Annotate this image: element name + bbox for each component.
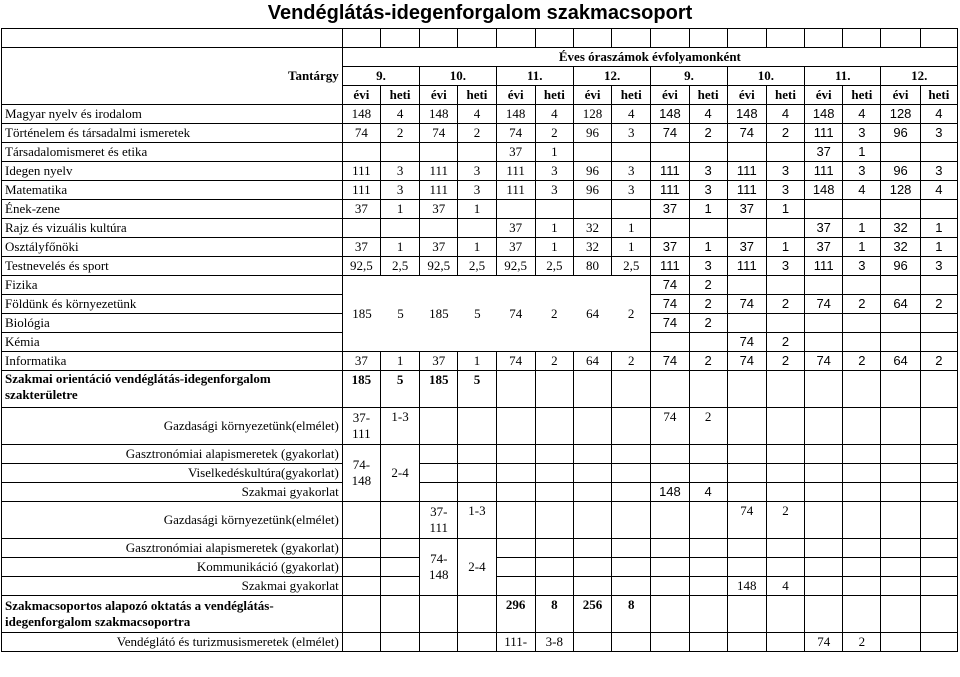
evi-header: évi bbox=[805, 86, 843, 105]
table-cell: 148 bbox=[805, 181, 843, 200]
year-header: 12. bbox=[881, 67, 958, 86]
table-cell: 4 bbox=[920, 181, 957, 200]
table-cell: 3 bbox=[689, 257, 727, 276]
table-row bbox=[2, 596, 958, 633]
science-merged-cells bbox=[342, 276, 651, 352]
table-row bbox=[2, 181, 958, 200]
table-cell: 4 bbox=[689, 483, 727, 502]
subject-name: Rajz és vizuális kultúra bbox=[2, 219, 343, 238]
table-cell bbox=[881, 143, 920, 162]
table-cell: 1 bbox=[766, 238, 804, 257]
heti-header: heti bbox=[843, 86, 881, 105]
table-cell: 37 bbox=[496, 143, 535, 162]
table-cell: 148 bbox=[651, 105, 689, 124]
table-cell: 111 bbox=[342, 181, 380, 200]
table-cell: 2 bbox=[920, 295, 957, 314]
table-row bbox=[2, 539, 958, 558]
table-cell: 4 bbox=[766, 577, 804, 596]
table-row bbox=[2, 445, 958, 464]
table-cell: 111 bbox=[420, 162, 458, 181]
subject-rows bbox=[2, 105, 958, 276]
evi-header: évi bbox=[881, 86, 920, 105]
table-cell: 111 bbox=[727, 162, 766, 181]
heti-header: heti bbox=[535, 86, 573, 105]
heti-header: heti bbox=[458, 86, 496, 105]
evi-header: évi bbox=[727, 86, 766, 105]
table-cell: 2 bbox=[766, 333, 804, 352]
table-cell bbox=[573, 200, 611, 219]
section-title: Szakmacsoportos alapozó oktatás a vendéglátás-idegenforgalom szakmacsoportra bbox=[2, 596, 343, 633]
subject-name: Fizika bbox=[2, 276, 343, 295]
table-cell: 148 bbox=[420, 105, 458, 124]
table-cell: 96 bbox=[573, 124, 611, 143]
evi-header: évi bbox=[651, 86, 689, 105]
table-cell: 64 bbox=[586, 305, 600, 321]
table-cell: 37 bbox=[342, 200, 380, 219]
evi-header: évi bbox=[342, 86, 380, 105]
table-cell: 32 bbox=[573, 219, 611, 238]
subject-name: Gazdasági környezetünk(elmélet) bbox=[2, 408, 343, 445]
table-cell: 3 bbox=[843, 124, 881, 143]
table-cell bbox=[727, 219, 766, 238]
table-cell: 3 bbox=[766, 162, 804, 181]
table-cell: 111 bbox=[420, 181, 458, 200]
table-cell: 74 bbox=[805, 633, 843, 652]
subject-name: Matematika bbox=[2, 181, 343, 200]
table-cell: 1 bbox=[458, 352, 496, 371]
table-cell: 2 bbox=[766, 352, 804, 371]
year-header: 10. bbox=[727, 67, 804, 86]
table-cell bbox=[612, 143, 651, 162]
table-cell: 37 bbox=[727, 238, 766, 257]
table-row bbox=[2, 464, 958, 483]
table-row bbox=[2, 143, 958, 162]
table-cell: 74 bbox=[805, 352, 843, 371]
table-cell: 64 bbox=[881, 352, 920, 371]
table-cell bbox=[920, 200, 957, 219]
table-cell: 2 bbox=[843, 295, 881, 314]
table-cell: 3 bbox=[612, 124, 651, 143]
table-row bbox=[2, 162, 958, 181]
table-cell: 128 bbox=[881, 105, 920, 124]
table-cell: 2 bbox=[550, 305, 558, 321]
table-cell: 2-4 bbox=[458, 539, 496, 596]
table-cell: 111 bbox=[651, 162, 689, 181]
year-header: 9. bbox=[651, 67, 727, 86]
table-cell: 1 bbox=[535, 238, 573, 257]
table-cell: 2 bbox=[627, 305, 635, 321]
table-row bbox=[2, 105, 958, 124]
table-cell: 1-3 bbox=[458, 502, 496, 539]
curriculum-table bbox=[1, 28, 958, 652]
table-cell: 3 bbox=[612, 162, 651, 181]
table-cell: 148 bbox=[342, 105, 380, 124]
heti-header: heti bbox=[380, 86, 419, 105]
subject-name: Osztályfőnöki bbox=[2, 238, 343, 257]
table-cell: 185 bbox=[342, 371, 380, 408]
table-cell: 185 bbox=[420, 371, 458, 408]
table-cell: 128 bbox=[881, 181, 920, 200]
table-cell: 74 bbox=[651, 408, 689, 445]
subject-name: Ének-zene bbox=[2, 200, 343, 219]
table-cell: 2 bbox=[766, 295, 804, 314]
evi-heti-row bbox=[2, 86, 958, 105]
table-cell: 2 bbox=[689, 314, 727, 333]
table-cell: 1 bbox=[766, 200, 804, 219]
table-cell: 3 bbox=[689, 181, 727, 200]
table-row bbox=[2, 219, 958, 238]
evi-header: évi bbox=[420, 86, 458, 105]
table-cell: 37 bbox=[342, 238, 380, 257]
heti-header: heti bbox=[612, 86, 651, 105]
table-cell: 2 bbox=[380, 124, 419, 143]
table-cell bbox=[881, 200, 920, 219]
subject-name: Kommunikáció (gyakorlat) bbox=[2, 558, 343, 577]
table-cell: 8 bbox=[535, 596, 573, 633]
table-row bbox=[2, 633, 958, 652]
table-cell: 2,5 bbox=[380, 257, 419, 276]
table-cell: 256 bbox=[573, 596, 611, 633]
table-cell: 92,5 bbox=[420, 257, 458, 276]
annual-header-row bbox=[2, 48, 958, 67]
table-cell: 4 bbox=[458, 105, 496, 124]
table-cell: 74 bbox=[496, 352, 535, 371]
table-cell: 37 bbox=[420, 200, 458, 219]
table-cell: 1 bbox=[843, 219, 881, 238]
table-cell: 3 bbox=[380, 181, 419, 200]
table-row bbox=[2, 502, 958, 539]
subject-name: Gazdasági környezetünk(elmélet) bbox=[2, 502, 343, 539]
table-cell: 3 bbox=[535, 162, 573, 181]
table-cell: 3 bbox=[689, 162, 727, 181]
table-cell bbox=[380, 219, 419, 238]
table-cell: 32 bbox=[881, 238, 920, 257]
section-title: Szakmai orientáció vendéglátás-idegenforgalom szakterületre bbox=[2, 371, 343, 408]
table-cell bbox=[420, 219, 458, 238]
table-cell: 3 bbox=[843, 257, 881, 276]
table-cell: 2 bbox=[612, 352, 651, 371]
table-cell: 37 bbox=[496, 219, 535, 238]
table-cell: 2 bbox=[689, 408, 727, 445]
table-cell: 1-3 bbox=[380, 408, 419, 445]
table-cell: 3 bbox=[920, 162, 957, 181]
table-cell: 2 bbox=[766, 124, 804, 143]
subject-name: Biológia bbox=[2, 314, 343, 333]
table-cell: 37 bbox=[727, 200, 766, 219]
year-header: 9. bbox=[342, 67, 419, 86]
table-cell: 96 bbox=[573, 181, 611, 200]
table-cell: 1 bbox=[612, 219, 651, 238]
subject-name: Magyar nyelv és irodalom bbox=[2, 105, 343, 124]
table-cell: 111 bbox=[727, 257, 766, 276]
page-title: Vendéglátás-idegenforgalom szakmacsoport bbox=[267, 2, 693, 24]
table-row bbox=[2, 352, 958, 371]
table-cell: 4 bbox=[612, 105, 651, 124]
table-cell: 111 bbox=[727, 181, 766, 200]
table-cell: 296 bbox=[496, 596, 535, 633]
table-cell: 37-111 bbox=[342, 408, 380, 445]
table-cell: 74 bbox=[651, 352, 689, 371]
table-cell: 3 bbox=[766, 257, 804, 276]
table-cell bbox=[805, 200, 843, 219]
table-cell: 3 bbox=[766, 181, 804, 200]
table-cell: 74-148 bbox=[420, 539, 458, 596]
table-cell: 64 bbox=[881, 295, 920, 314]
table-cell: 37-111 bbox=[420, 502, 458, 539]
table-cell: 148 bbox=[727, 577, 766, 596]
table-cell: 111 bbox=[496, 181, 535, 200]
table-cell: 111 bbox=[805, 124, 843, 143]
year-header: 11. bbox=[805, 67, 881, 86]
table-cell: 1 bbox=[612, 238, 651, 257]
table-cell: 148 bbox=[805, 105, 843, 124]
table-cell: 96 bbox=[573, 162, 611, 181]
evi-header: évi bbox=[496, 86, 535, 105]
table-cell: 5 bbox=[474, 305, 481, 321]
table-cell: 3 bbox=[843, 162, 881, 181]
table-cell: 1 bbox=[535, 219, 573, 238]
table-cell: 128 bbox=[573, 105, 611, 124]
year-header: 12. bbox=[573, 67, 650, 86]
table-cell: 1 bbox=[458, 238, 496, 257]
table-cell: 3-8 bbox=[535, 633, 573, 652]
table-cell bbox=[496, 200, 535, 219]
table-row bbox=[2, 371, 958, 408]
annual-hours-header: Éves óraszámok évfolyamonként bbox=[342, 48, 957, 67]
table-cell: 4 bbox=[380, 105, 419, 124]
table-cell: 4 bbox=[843, 105, 881, 124]
table-cell: 111 bbox=[496, 162, 535, 181]
table-cell: 2 bbox=[458, 124, 496, 143]
table-cell bbox=[420, 143, 458, 162]
years-row bbox=[2, 67, 958, 86]
table-cell bbox=[689, 219, 727, 238]
subject-name: Viselkedéskultúra(gyakorlat) bbox=[2, 464, 343, 483]
table-cell: 2 bbox=[920, 352, 957, 371]
table-cell: 5 bbox=[380, 371, 419, 408]
table-row bbox=[2, 408, 958, 445]
table-cell: 5 bbox=[397, 305, 404, 321]
table-cell: 1 bbox=[458, 200, 496, 219]
table-cell: 1 bbox=[535, 143, 573, 162]
evi-header: évi bbox=[573, 86, 611, 105]
year-header: 10. bbox=[420, 67, 496, 86]
table-cell bbox=[612, 200, 651, 219]
table-cell: 37 bbox=[805, 238, 843, 257]
table-cell: 96 bbox=[881, 162, 920, 181]
blank-row bbox=[2, 29, 958, 48]
table-cell: 3 bbox=[380, 162, 419, 181]
table-cell: 74 bbox=[727, 502, 766, 539]
table-cell: 111 bbox=[805, 257, 843, 276]
subject-name: Kémia bbox=[2, 333, 343, 352]
table-cell: 92,5 bbox=[496, 257, 535, 276]
table-cell: 74 bbox=[805, 295, 843, 314]
table-cell bbox=[766, 219, 804, 238]
table-cell bbox=[727, 143, 766, 162]
table-cell: 111- bbox=[496, 633, 535, 652]
heti-header: heti bbox=[920, 86, 957, 105]
table-cell: 32 bbox=[881, 219, 920, 238]
table-cell: 37 bbox=[805, 143, 843, 162]
table-cell: 74 bbox=[727, 295, 766, 314]
subject-name: Földünk és környezetünk bbox=[2, 295, 343, 314]
table-cell: 1 bbox=[689, 238, 727, 257]
table-cell: 3 bbox=[920, 124, 957, 143]
subject-name: Történelem és társadalmi ismeretek bbox=[2, 124, 343, 143]
table-cell bbox=[535, 200, 573, 219]
table-cell: 2,5 bbox=[458, 257, 496, 276]
table-cell: 74 bbox=[727, 352, 766, 371]
table-cell: 92,5 bbox=[342, 257, 380, 276]
subject-name: Vendéglátó és turizmusismeretek (elmélet) bbox=[2, 633, 343, 652]
table-cell: 2,5 bbox=[612, 257, 651, 276]
table-cell: 74-148 bbox=[342, 445, 380, 502]
table-cell: 74 bbox=[651, 314, 689, 333]
table-cell: 3 bbox=[612, 181, 651, 200]
table-cell: 1 bbox=[380, 352, 419, 371]
table-cell: 74 bbox=[727, 333, 766, 352]
table-cell bbox=[380, 143, 419, 162]
table-cell: 2-4 bbox=[380, 445, 419, 502]
table-cell bbox=[342, 219, 380, 238]
table-cell: 2,5 bbox=[535, 257, 573, 276]
table-cell: 2 bbox=[843, 633, 881, 652]
subject-name: Szakmai gyakorlat bbox=[2, 483, 343, 502]
table-cell bbox=[651, 143, 689, 162]
table-cell: 74 bbox=[342, 124, 380, 143]
year-header: 11. bbox=[496, 67, 573, 86]
table-cell bbox=[766, 143, 804, 162]
table-cell: 185 bbox=[429, 305, 449, 321]
heti-header: heti bbox=[766, 86, 804, 105]
table-cell: 148 bbox=[496, 105, 535, 124]
table-row bbox=[2, 257, 958, 276]
heti-header: heti bbox=[689, 86, 727, 105]
table-cell: 37 bbox=[651, 200, 689, 219]
table-cell: 3 bbox=[458, 181, 496, 200]
table-cell: 8 bbox=[612, 596, 651, 633]
table-cell: 1 bbox=[380, 238, 419, 257]
table-cell: 37 bbox=[496, 238, 535, 257]
table-cell: 32 bbox=[573, 238, 611, 257]
table-cell: 148 bbox=[727, 105, 766, 124]
table-cell: 1 bbox=[380, 200, 419, 219]
subject-name: Testnevelés és sport bbox=[2, 257, 343, 276]
subject-name: Informatika bbox=[2, 352, 343, 371]
table-cell: 2 bbox=[843, 352, 881, 371]
table-cell: 1 bbox=[843, 143, 881, 162]
table-row bbox=[2, 483, 958, 502]
table-row bbox=[2, 276, 958, 295]
table-cell: 74 bbox=[509, 305, 523, 321]
subject-name: Szakmai gyakorlat bbox=[2, 577, 343, 596]
subject-name: Idegen nyelv bbox=[2, 162, 343, 181]
table-cell: 2 bbox=[535, 352, 573, 371]
table-cell: 64 bbox=[573, 352, 611, 371]
table-cell bbox=[458, 219, 496, 238]
table-cell bbox=[651, 219, 689, 238]
table-cell: 3 bbox=[920, 257, 957, 276]
table-cell: 2 bbox=[689, 295, 727, 314]
table-cell: 111 bbox=[651, 181, 689, 200]
table-cell: 74 bbox=[651, 124, 689, 143]
table-cell: 111 bbox=[342, 162, 380, 181]
table-cell: 37 bbox=[651, 238, 689, 257]
table-cell: 4 bbox=[535, 105, 573, 124]
table-cell: 1 bbox=[689, 200, 727, 219]
subject-name: Gasztronómiai alapismeretek (gyakorlat) bbox=[2, 445, 343, 464]
table-cell: 3 bbox=[535, 181, 573, 200]
table-cell: 1 bbox=[843, 238, 881, 257]
table-cell: 37 bbox=[342, 352, 380, 371]
table-cell: 5 bbox=[458, 371, 496, 408]
table-cell: 3 bbox=[458, 162, 496, 181]
table-cell: 2 bbox=[689, 276, 727, 295]
table-cell: 74 bbox=[496, 124, 535, 143]
table-row bbox=[2, 124, 958, 143]
table-cell: 1 bbox=[920, 219, 957, 238]
table-cell: 148 bbox=[651, 483, 689, 502]
table-cell: 111 bbox=[651, 257, 689, 276]
table-cell bbox=[920, 143, 957, 162]
table-cell: 2 bbox=[766, 502, 804, 539]
table-cell bbox=[458, 143, 496, 162]
subject-name: Társadalomismeret és etika bbox=[2, 143, 343, 162]
table-cell: 2 bbox=[689, 352, 727, 371]
table-cell bbox=[342, 143, 380, 162]
table-cell: 111 bbox=[805, 162, 843, 181]
table-row bbox=[2, 238, 958, 257]
table-cell bbox=[843, 200, 881, 219]
table-cell: 96 bbox=[881, 257, 920, 276]
table-cell: 185 bbox=[352, 305, 372, 321]
table-cell: 4 bbox=[766, 105, 804, 124]
table-cell: 37 bbox=[420, 352, 458, 371]
table-cell: 2 bbox=[689, 124, 727, 143]
subject-name: Gasztronómiai alapismeretek (gyakorlat) bbox=[2, 539, 343, 558]
table-cell: 37 bbox=[420, 238, 458, 257]
table-cell: 74 bbox=[651, 295, 689, 314]
table-cell: 80 bbox=[573, 257, 611, 276]
table-cell: 74 bbox=[727, 124, 766, 143]
table-cell: 37 bbox=[805, 219, 843, 238]
table-cell: 96 bbox=[881, 124, 920, 143]
table-cell: 2 bbox=[535, 124, 573, 143]
table-cell: 4 bbox=[920, 105, 957, 124]
subject-header: Tantárgy bbox=[2, 67, 343, 86]
table-cell bbox=[573, 143, 611, 162]
table-cell: 4 bbox=[689, 105, 727, 124]
table-cell: 4 bbox=[843, 181, 881, 200]
table-row bbox=[2, 200, 958, 219]
table-cell: 74 bbox=[651, 276, 689, 295]
table-cell: 74 bbox=[420, 124, 458, 143]
table-cell: 1 bbox=[920, 238, 957, 257]
table-cell bbox=[689, 143, 727, 162]
